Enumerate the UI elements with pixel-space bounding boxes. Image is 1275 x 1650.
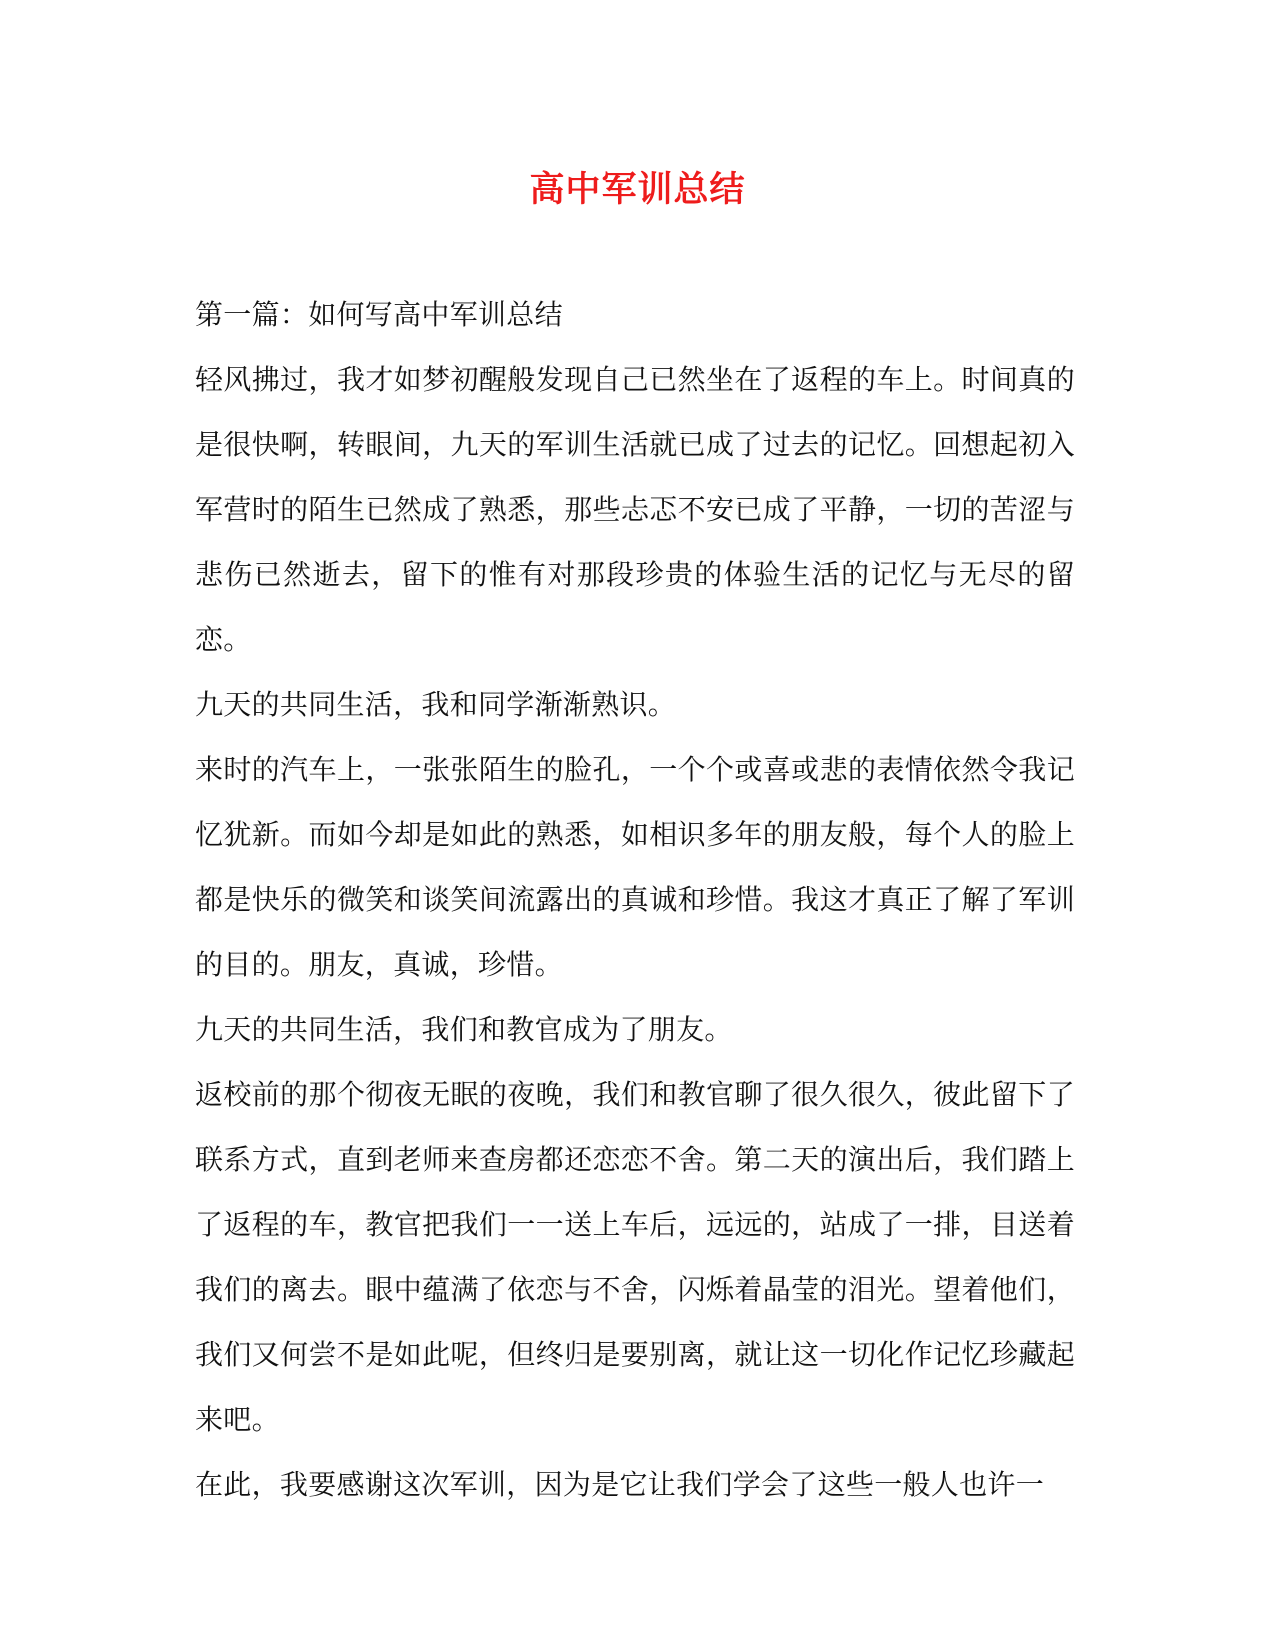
paragraph: 九天的共同生活，我和同学渐渐熟识。 bbox=[195, 688, 677, 721]
paragraph: 在此，我要感谢这次军训，因为是它让我们学会了这些一般人也许一 bbox=[195, 1468, 1045, 1501]
section-heading: 第一篇：如何写高中军训总结 bbox=[195, 298, 563, 331]
document-body bbox=[195, 282, 1075, 1517]
paragraph: 九天的共同生活，我们和教官成为了朋友。 bbox=[195, 1013, 733, 1046]
paragraph: 返校前的那个彻夜无眠的夜晚，我们和教官聊了很久很久，彼此留下了联系方式，直到老师来查房都还恋恋不舍。第二天的演出后，我们踏上了返程的车，教官把我们一一送上车后，远远的，站成了一排，目送着我们的离去。眼中蕴满了依恋与不舍，闪烁着晶莹的泪光。望着他们，我们又何尝不是如此呢，但终归是要别离，就让这一切化作记忆珍藏起来吧。 bbox=[195, 1078, 1075, 1436]
paragraph: 轻风拂过，我才如梦初醒般发现自己已然坐在了返程的车上。时间真的是很快啊，转眼间，九天的军训生活就已成了过去的记忆。回想起初入军营时的陌生已然成了熟悉，那些忐忑不安已成了平静，一切的苦涩与悲伤已然逝去，留下的惟有对那段珍贵的体验生活的记忆与无尽的留恋。 bbox=[195, 363, 1075, 656]
paragraph: 来时的汽车上，一张张陌生的脸孔，一个个或喜或悲的表情依然令我记忆犹新。而如今却是如此的熟悉，如相识多年的朋友般，每个人的脸上都是快乐的微笑和谈笑间流露出的真诚和珍惜。我这才真正了解了军训的目的。朋友，真诚，珍惜。 bbox=[195, 753, 1075, 981]
document-title: 高中军训总结 bbox=[529, 169, 746, 210]
